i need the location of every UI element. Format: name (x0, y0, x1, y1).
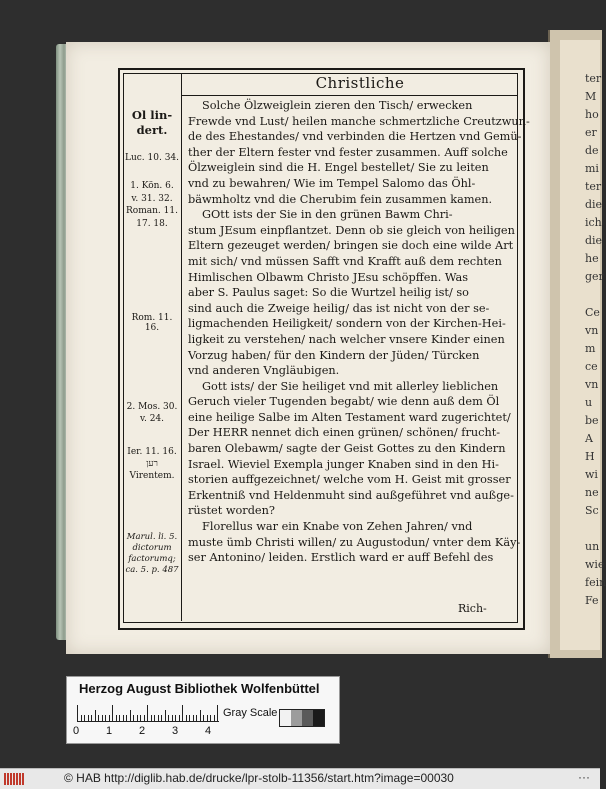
facing-page-fragment: die (585, 234, 603, 247)
ruler-tick (151, 715, 152, 721)
facing-page-fragment (585, 286, 600, 304)
gray-swatch (280, 710, 291, 726)
text-line: Vorzug haben/ für den Kindern der Jüden/ Türcken (188, 348, 480, 362)
text-line: baren Olebawm/ sagte der Geist Gottes zu den Kindern (188, 442, 506, 456)
text-line: Israel. Wieviel Exempla junger Knaben sind in den Hi- (188, 457, 499, 471)
text-line: sind auch die Zweige heilig/ das ist nicht von der se- (188, 301, 490, 315)
ruler-tick (179, 715, 180, 721)
text-line: ligmachenden Heiligkeit/ sondern von der Kirchen-Hei- (188, 317, 506, 331)
facing-page-fragment: Fe (585, 594, 599, 607)
body-text (188, 98, 530, 566)
ruler-number: 3 (172, 725, 179, 737)
ruler-tick (158, 715, 159, 721)
facing-page-fragment: vn (585, 324, 599, 337)
ruler-tick (172, 715, 173, 721)
ruler-tick (95, 710, 96, 721)
facing-page-fragment: fein (585, 576, 606, 589)
ruler-tick (133, 715, 134, 721)
facing-page-fragment: he (585, 252, 599, 265)
gray-swatch (302, 710, 313, 726)
facing-page-fragment: un (585, 540, 600, 553)
text-line: eine heilige Salbe im Alten Testament ward zugerichtet/ (188, 410, 511, 424)
ruler-tick (126, 715, 127, 721)
ruler-tick (137, 715, 138, 721)
text-line: Eltern gezeuget werden/ bringen sie doch eine wilde Art (188, 239, 514, 253)
text-line: rüstet worden? (188, 504, 275, 518)
ruler-number: 1 (106, 725, 113, 737)
ruler-tick (88, 715, 89, 721)
margin-note: Luc. 10. 34. (124, 153, 180, 163)
ruler-tick (154, 715, 155, 721)
ruler-tick (140, 715, 141, 721)
facing-page-fragment: wie (585, 558, 605, 571)
ruler-number: 4 (205, 725, 212, 737)
ruler-tick (182, 705, 183, 721)
text-line: Florellus war ein Knabe von Zehen Jahren/ vnd (202, 520, 473, 534)
ruler-tick (196, 715, 197, 721)
footer-url[interactable]: © HAB http://diglib.hab.de/drucke/lpr-stolb-11356/start.htm?image=00030 (64, 771, 454, 785)
ruler-tick (84, 715, 85, 721)
ruler-tick (77, 705, 78, 721)
ruler-tick (161, 715, 162, 721)
gray-scale-swatches (279, 709, 325, 727)
facing-page-fragment: ce (585, 360, 598, 373)
ruler-tick (207, 715, 208, 721)
ruler-tick (81, 715, 82, 721)
text-line: ser Antonino/ leiden. Erstlich ward er auff Befehl des (188, 551, 494, 565)
ruler-tick (175, 715, 176, 721)
text-line: Frewde vnd Lust/ heilen manche schmertzliche Creutzwun- (188, 114, 530, 128)
ruler-tick (186, 715, 187, 721)
running-header: Christliche (315, 74, 405, 92)
facing-page-fragment: be (585, 414, 599, 427)
ruler-tick (203, 715, 204, 721)
ruler-tick (165, 710, 166, 721)
ruler-tick (200, 710, 201, 721)
gray-swatch (291, 710, 302, 726)
text-line: storien auffgezeichnet/ welche vom H. Geist mit grosser (188, 473, 511, 487)
ellipsis-icon[interactable]: ··· (578, 770, 590, 784)
text-line: vnd anderen Vngläubigen. (188, 364, 340, 378)
facing-page-fragment: A (585, 432, 593, 445)
margin-note: Rom. 11. 16. (131, 313, 173, 333)
text-line: Solche Ölzweiglein zieren den Tisch/ erwecken (202, 99, 473, 112)
text-line: Der HERR nennet dich einen grünen/ schönen/ frucht- (188, 426, 501, 440)
ruler-tick (109, 715, 110, 721)
facing-page-fragment: mi (585, 162, 599, 175)
text-line: Ölzweiglein sind die H. Engel bestellet/ Sie zu leiten (188, 161, 489, 175)
ruler-tick (116, 715, 117, 721)
ruler-tick (217, 705, 218, 721)
facing-page-fragment: er (585, 126, 597, 139)
ruler-tick (210, 715, 211, 721)
text-line: ther der Eltern fester vnd fester zusammen. Auff solche (188, 145, 508, 159)
ruler-tick (193, 715, 194, 721)
margin-note: 2. Mos. 30. v. 24. (126, 402, 178, 424)
ruler-tick (123, 715, 124, 721)
text-line: Gott ists/ der Sie heiliget vnd mit allerley lieblichen (202, 379, 499, 393)
margin-note: Ier. 11. 16. רען Virentem. (127, 447, 177, 481)
text-line: muste ümb Christi willen/ zu Augustodun/ vnter dem Käy- (188, 535, 521, 549)
text-line: GOtt ists der Sie in den grünen Bawm Chri- (202, 208, 453, 222)
facing-page-fragment: ne (585, 486, 599, 499)
gray-swatch (313, 710, 324, 726)
facing-page-fragment: ter (585, 180, 602, 193)
facing-page-fragment: u (585, 396, 593, 409)
ruler-tick (98, 715, 99, 721)
facing-page-fragment: die (585, 198, 603, 211)
facing-page-fragment: ter (585, 72, 602, 85)
ruler-tick (147, 705, 148, 721)
hab-logo-icon (4, 773, 24, 785)
gray-scale-label: Gray Scale (223, 707, 278, 719)
facing-page-fragment: ich (585, 216, 602, 229)
margin-note: Ol lin- dert. (131, 108, 173, 137)
library-name: Herzog August Bibliothek Wolfenbüttel (79, 681, 320, 696)
facing-page-text (585, 70, 606, 610)
text-line: Erkentniß vnd Heldenmuht sind außgeführet vnd außge- (188, 488, 514, 502)
ruler-tick (130, 710, 131, 721)
facing-page-fragment: H (585, 450, 595, 463)
facing-page-fragment: M (585, 90, 597, 103)
footer-bar (0, 768, 600, 789)
library-label-card (66, 676, 340, 744)
facing-page-fragment: ger (585, 270, 604, 283)
scale-ruler (77, 705, 219, 722)
text-line: Himlischen Olbawm Christo JEsu schöpffen. Was (188, 270, 469, 284)
facing-page-fragment: m (585, 342, 596, 355)
text-line: stum JEsum einpflantzet. Denn ob sie gleich von heiligen (188, 223, 515, 237)
facing-page-fragment: de (585, 144, 599, 157)
text-line: Geruch vieler Tugenden begabt/ wie denn auß dem Öl (188, 395, 500, 409)
ruler-tick (105, 715, 106, 721)
ruler-tick (119, 715, 120, 721)
catchword: Rich- (458, 602, 487, 615)
margin-note: Marul. li. 5. dictorum factorumq; ca. 5. p. 487 (125, 532, 179, 575)
facing-page-fragment: wi (585, 468, 598, 481)
ruler-number: 2 (139, 725, 146, 737)
header-rule (181, 95, 517, 96)
text-line: ligkeit zu verstehen/ nach welcher vnsere Kinder einen (188, 332, 505, 346)
ruler-number: 0 (73, 725, 80, 737)
margin-note: 1. Kön. 6. v. 31. 32. Roman. 11. 17. 18. (126, 181, 178, 229)
text-line: vnd zu bewahren/ Wie im Tempel Salomo das Öhl- (188, 176, 476, 190)
facing-page-fragment: Sc (585, 504, 599, 517)
margin-rule (181, 73, 182, 621)
facing-page-fragment: Ce (585, 306, 600, 319)
ruler-tick (102, 715, 103, 721)
ruler-tick (214, 715, 215, 721)
ruler-tick (144, 715, 145, 721)
ruler-tick (112, 705, 113, 721)
ruler-tick (189, 715, 190, 721)
facing-page-fragment: ho (585, 108, 599, 121)
text-line: de des Ehestandes/ vnd verbinden die Hertzen vnd Gemü- (188, 130, 522, 144)
ruler-tick (91, 715, 92, 721)
facing-page-fragment: vn (585, 378, 599, 391)
text-line: aber S. Paulus saget: So die Wurtzel heilig ist/ so (188, 286, 469, 300)
ruler-tick (168, 715, 169, 721)
text-line: mit sich/ vnd müssen Safft vnd Krafft auß dem rechten (188, 254, 502, 268)
facing-page-fragment (585, 520, 600, 538)
text-line: bäwmholtz vnd die Cherubim fein zusammen kamen. (188, 192, 493, 206)
